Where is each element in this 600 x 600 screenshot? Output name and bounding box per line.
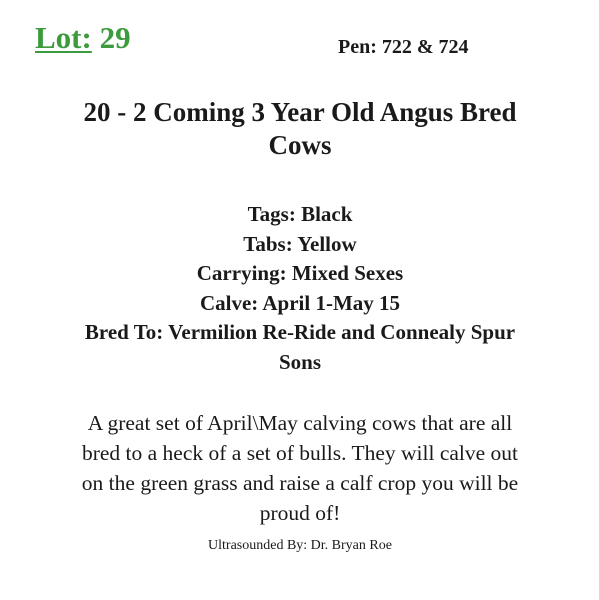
lot-label: Lot: — [35, 20, 92, 55]
lot-title-line: Cows — [268, 130, 332, 160]
detail-tabs: Tabs: Yellow — [243, 231, 357, 256]
detail-calve: Calve: April 1-May 15 — [199, 290, 401, 315]
detail-bred-to: Bred To: Vermilion Re-Ride and Connealy Spur — [84, 320, 516, 344]
detail-carrying: Carrying: Mixed Sexes — [196, 261, 404, 285]
pen-numbers: Pen: 722 & 724 — [338, 36, 469, 58]
lot-description — [20, 408, 580, 528]
description-line: proud of! — [259, 501, 341, 525]
description-line: bred to a heck of a set of bulls. They will calve out — [81, 441, 519, 465]
lot-value: 29 — [99, 20, 131, 55]
ultrasounded-by: Ultrasounded By: Dr. Bryan Roe — [208, 538, 392, 553]
detail-bred-to-continued: Sons — [278, 349, 322, 374]
lot-details — [20, 200, 580, 377]
lot-title-line: 20 - 2 Coming 3 Year Old Angus Bred — [83, 97, 517, 127]
description-line: A great set of April\May calving cows that are all — [87, 411, 513, 435]
description-line: on the green grass and raise a calf crop you will be — [81, 471, 519, 495]
lot-number — [35, 22, 131, 53]
detail-tags: Tags: Black — [247, 202, 353, 226]
lot-title — [20, 96, 580, 162]
